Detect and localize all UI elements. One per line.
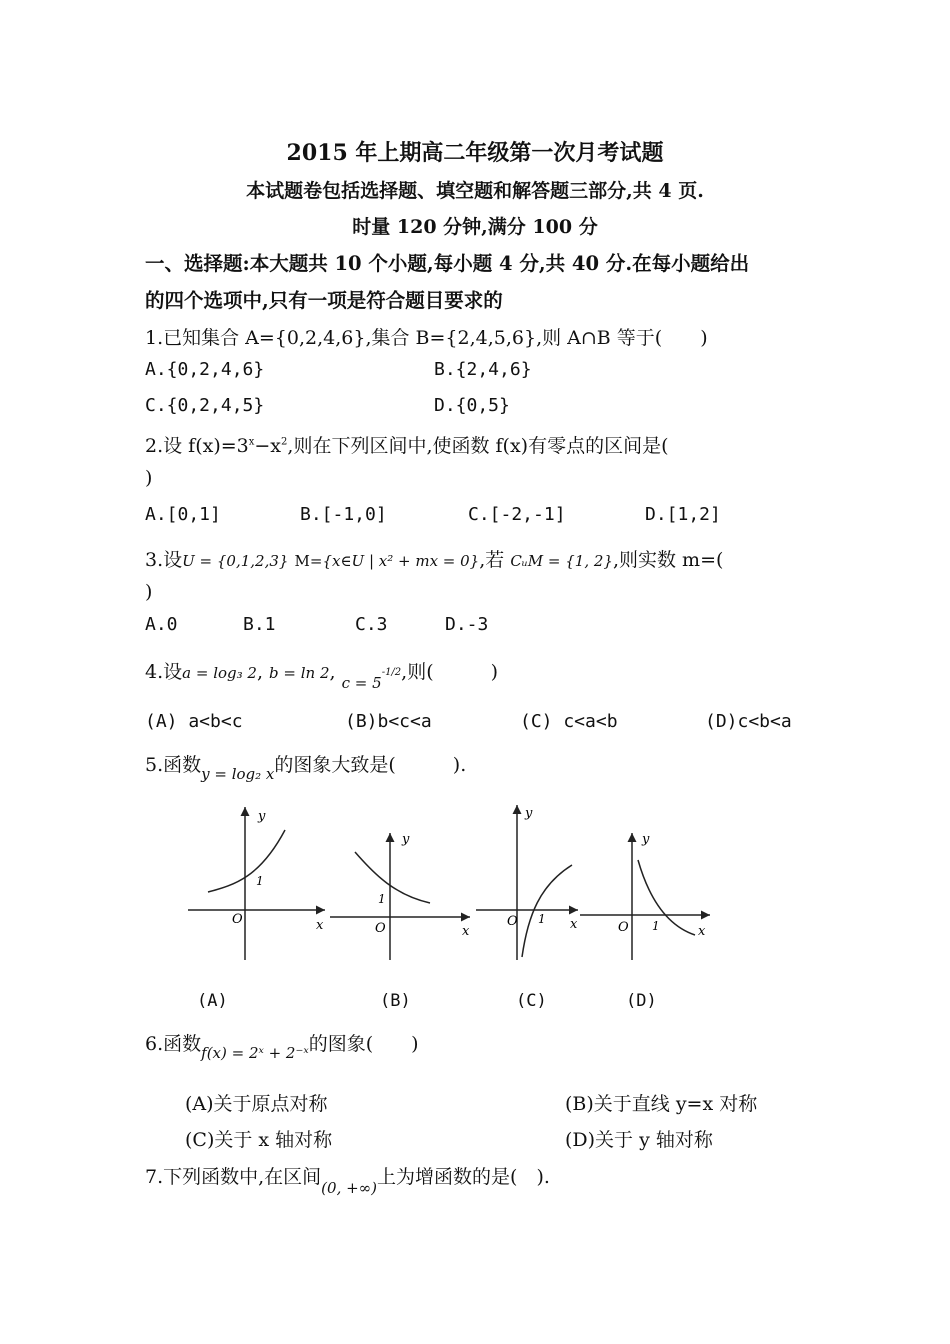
question-3-option-d: D.-3 xyxy=(445,614,489,635)
svg-text:y: y xyxy=(258,809,266,824)
question-6-option-d: (D)关于 y 轴对称 xyxy=(565,1129,713,1151)
question-2-stem: 2.设 $f(x)=3^x-x^2$,则在下列区间中,使函数 f(x)有零点的区间是( xyxy=(145,435,669,457)
question-6-option-a: (A)关于原点对称 xyxy=(185,1093,328,1115)
question-2-option-b: B.[-1,0] xyxy=(300,504,387,525)
graph-label-c: (C) xyxy=(516,991,547,1011)
svg-text:y: y xyxy=(525,806,533,821)
graph-c xyxy=(476,805,578,960)
question-4-option-a: (A) a<b<c xyxy=(145,711,243,732)
question-1-option-b: B.{2,4,6} xyxy=(434,359,532,380)
svg-text:x: x xyxy=(570,917,578,932)
question-5-graphs xyxy=(180,795,720,985)
question-7-stem: 7.下列函数中,在区间$_{(0, +\infty)}$上为增函数的是( ). xyxy=(145,1166,569,1197)
section-heading-line1: 一、选择题:本大题共 10 个小题,每小题 4 分,共 40 分.在每小题给出 xyxy=(145,252,750,275)
question-1-option-c: C.{0,2,4,5} xyxy=(145,395,265,416)
question-6-stem: 6.函数$_{f(x) = 2ˣ + 2^-ˣ}$的图象( ) xyxy=(145,1033,419,1062)
question-3-option-c: C.3 xyxy=(355,614,388,635)
question-6-option-c: (C)关于 x 轴对称 xyxy=(185,1129,333,1151)
svg-text:1: 1 xyxy=(256,874,264,888)
question-2-stem-close: ) xyxy=(145,467,153,489)
svg-text:O: O xyxy=(232,912,243,927)
svg-text:O: O xyxy=(507,914,518,929)
question-4-option-b: (B)b<c<a xyxy=(345,711,432,732)
question-3-option-a: A.0 xyxy=(145,614,178,635)
question-2-option-a: A.[0,1] xyxy=(145,504,221,525)
svg-text:y: y xyxy=(642,832,650,847)
graph-label-b: (B) xyxy=(380,991,411,1011)
question-3-stem-close: ) xyxy=(145,581,153,603)
question-1-option-a: A.{0,2,4,6} xyxy=(145,359,265,380)
svg-text:x: x xyxy=(316,918,324,933)
svg-text:O: O xyxy=(618,920,629,935)
graph-label-a: (A) xyxy=(197,991,228,1011)
question-4-stem: 4.设a = log₃ 2, b = ln 2, $_{c = 5}^{-1/2}$,则( ) xyxy=(145,661,499,692)
question-3-option-b: B.1 xyxy=(243,614,276,635)
graph-a xyxy=(188,807,325,960)
question-2-option-d: D.[1,2] xyxy=(645,504,721,525)
question-1-option-d: D.{0,5} xyxy=(434,395,510,416)
svg-text:1: 1 xyxy=(652,919,660,933)
svg-text:1: 1 xyxy=(538,912,546,926)
graph-label-d: (D) xyxy=(626,991,657,1011)
question-4-option-d: (D)c<b<a xyxy=(705,711,792,732)
question-4-option-c: (C) c<a<b xyxy=(520,711,618,732)
graph-d xyxy=(580,832,710,960)
exam-info-line1: 本试题卷包括选择题、填空题和解答题三部分,共 4 页. xyxy=(246,180,704,202)
question-6-option-b: (B)关于直线 y=x 对称 xyxy=(565,1093,758,1115)
graph-b xyxy=(330,832,470,960)
question-5-stem: 5.函数$_{y = log_2 x}$的图象大致是( ). xyxy=(145,754,467,783)
svg-text:1: 1 xyxy=(378,892,386,906)
page-title: 2015 年上期高二年级第一次月考试题 xyxy=(286,140,664,166)
question-1-stem: 1.已知集合 A={0,2,4,6},集合 B={2,4,5,6},则 A∩B 等于( ) xyxy=(145,327,708,349)
section-heading-line2: 的四个选项中,只有一项是符合题目要求的 xyxy=(145,289,503,312)
question-3-stem: 3.设U = {0,1,2,3} M={x∈U | x² + mx = 0},若 CᵤM = {1, 2},则实数 m=( xyxy=(145,549,724,571)
exam-info-line2: 时量 120 分钟,满分 100 分 xyxy=(352,216,598,238)
svg-text:x: x xyxy=(698,924,706,939)
svg-text:O: O xyxy=(375,921,386,936)
question-2-option-c: C.[-2,-1] xyxy=(468,504,566,525)
svg-text:y: y xyxy=(402,832,410,847)
svg-text:x: x xyxy=(462,924,470,939)
